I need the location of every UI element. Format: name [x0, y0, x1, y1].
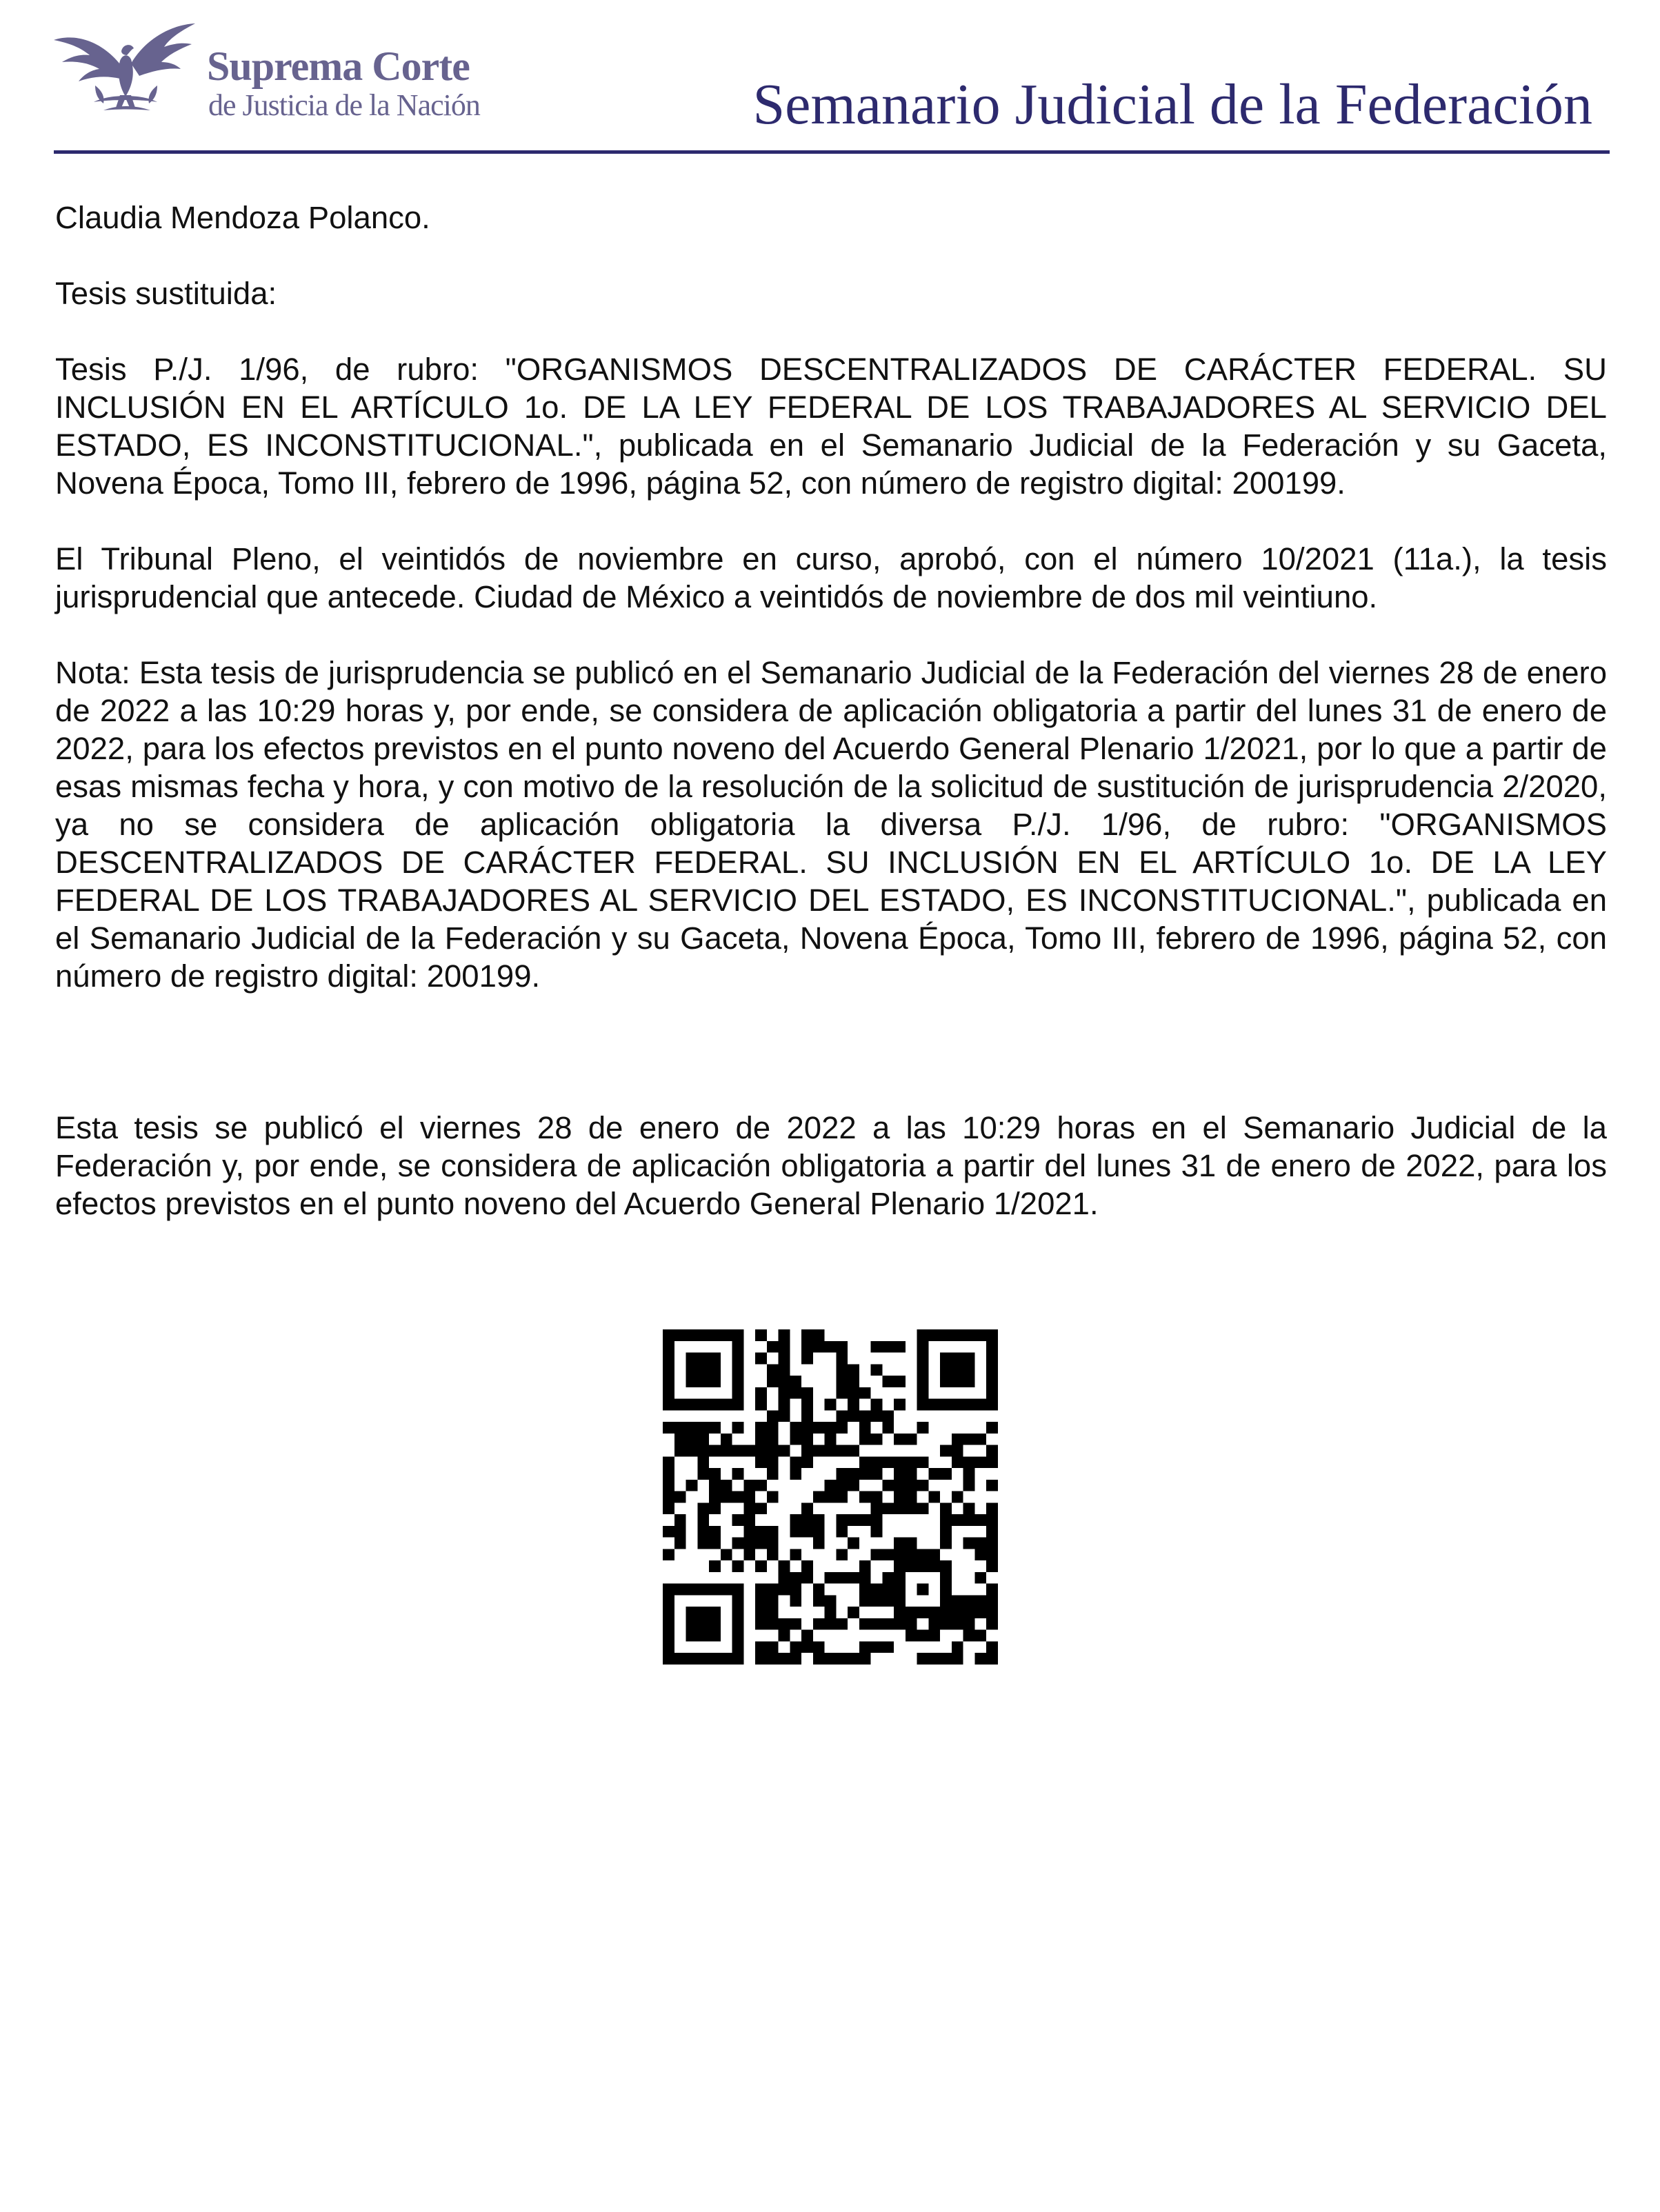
spacer [55, 312, 1607, 350]
logo-subtitle: de Justicia de la Nación [208, 88, 480, 122]
note-paragraph: Nota: Esta tesis de jurisprudencia se publicó en el Semanario Judicial de la Federación del viernes 28 de enero de 2022 a las 10:29 horas y, por ende, se considera de aplicación obligatoria a partir del lunes 31 de enero de 2022, para los efectos previstos en el punto noveno del Acuerdo General Plenario 1/2021, por lo que a partir de esas mismas fecha y hora, y con motivo de la resolución de la solicitud de sustitución de jurisprudencia 2/2020, ya no se considera de aplicación obligatoria la diversa P./J. 1/96, de rubro: "ORGANISMOS DESCENTRALIZADOS DE CARÁCTER FEDERAL. SU INCLUSIÓN EN EL ARTÍCULO 1o. DE LA LEY FEDERAL DE LOS TRABAJADORES AL SERVICIO DEL ESTADO, ES INCONSTITUCIONAL.", publicada en el Semanario Judicial de la Federación y su Gaceta, Novena Época, Tomo III, febrero de 1996, página 52, con número de registro digital: 200199. [55, 655, 1607, 994]
spacer [55, 616, 1607, 654]
document-body [55, 199, 1607, 1223]
page-header [0, 0, 1660, 159]
spacer [55, 237, 1607, 274]
approval-paragraph: El Tribunal Pleno, el veintidós de noviembre en curso, aprobó, con el número 10/2021 (11a.), la tesis jurisprudencial que antecede. Ciudad de México a veintidós de noviembre de dos mil veintiuno. [55, 541, 1607, 614]
logo-name: Suprema Corte [207, 43, 470, 89]
replaced-thesis-paragraph: Tesis P./J. 1/96, de rubro: "ORGANISMOS DESCENTRALIZADOS DE CARÁCTER FEDERAL. SU INCLUSIÓN EN EL ARTÍCULO 1o. DE LA LEY FEDERAL DE LOS TRABAJADORES AL SERVICIO DEL ESTADO, ES INCONSTITUCIONAL.", publicada en el Semanario Judicial de la Federación y su Gaceta, Novena Época, Tomo III, febrero de 1996, página 52, con número de registro digital: 200199. [55, 352, 1607, 501]
spacer [55, 502, 1607, 540]
publication-paragraph: Esta tesis se publicó el viernes 28 de enero de 2022 a las 10:29 horas en el Semanario Judicial de la Federación y, por ende, se considera de aplicación obligatoria a partir del lunes 31 de enero de 2022, para los efectos previstos en el punto noveno del Acuerdo General Plenario 1/2021. [55, 1110, 1607, 1221]
publication-title: Semanario Judicial de la Federación [752, 72, 1592, 137]
author-line: Claudia Mendoza Polanco. [55, 200, 430, 235]
spacer [55, 995, 1607, 1109]
section-label: Tesis sustituida: [55, 276, 277, 311]
scjn-logo [54, 19, 495, 130]
qr-code-icon [663, 1329, 998, 1665]
eagle-emblem-icon [54, 19, 199, 123]
header-divider [54, 150, 1610, 154]
